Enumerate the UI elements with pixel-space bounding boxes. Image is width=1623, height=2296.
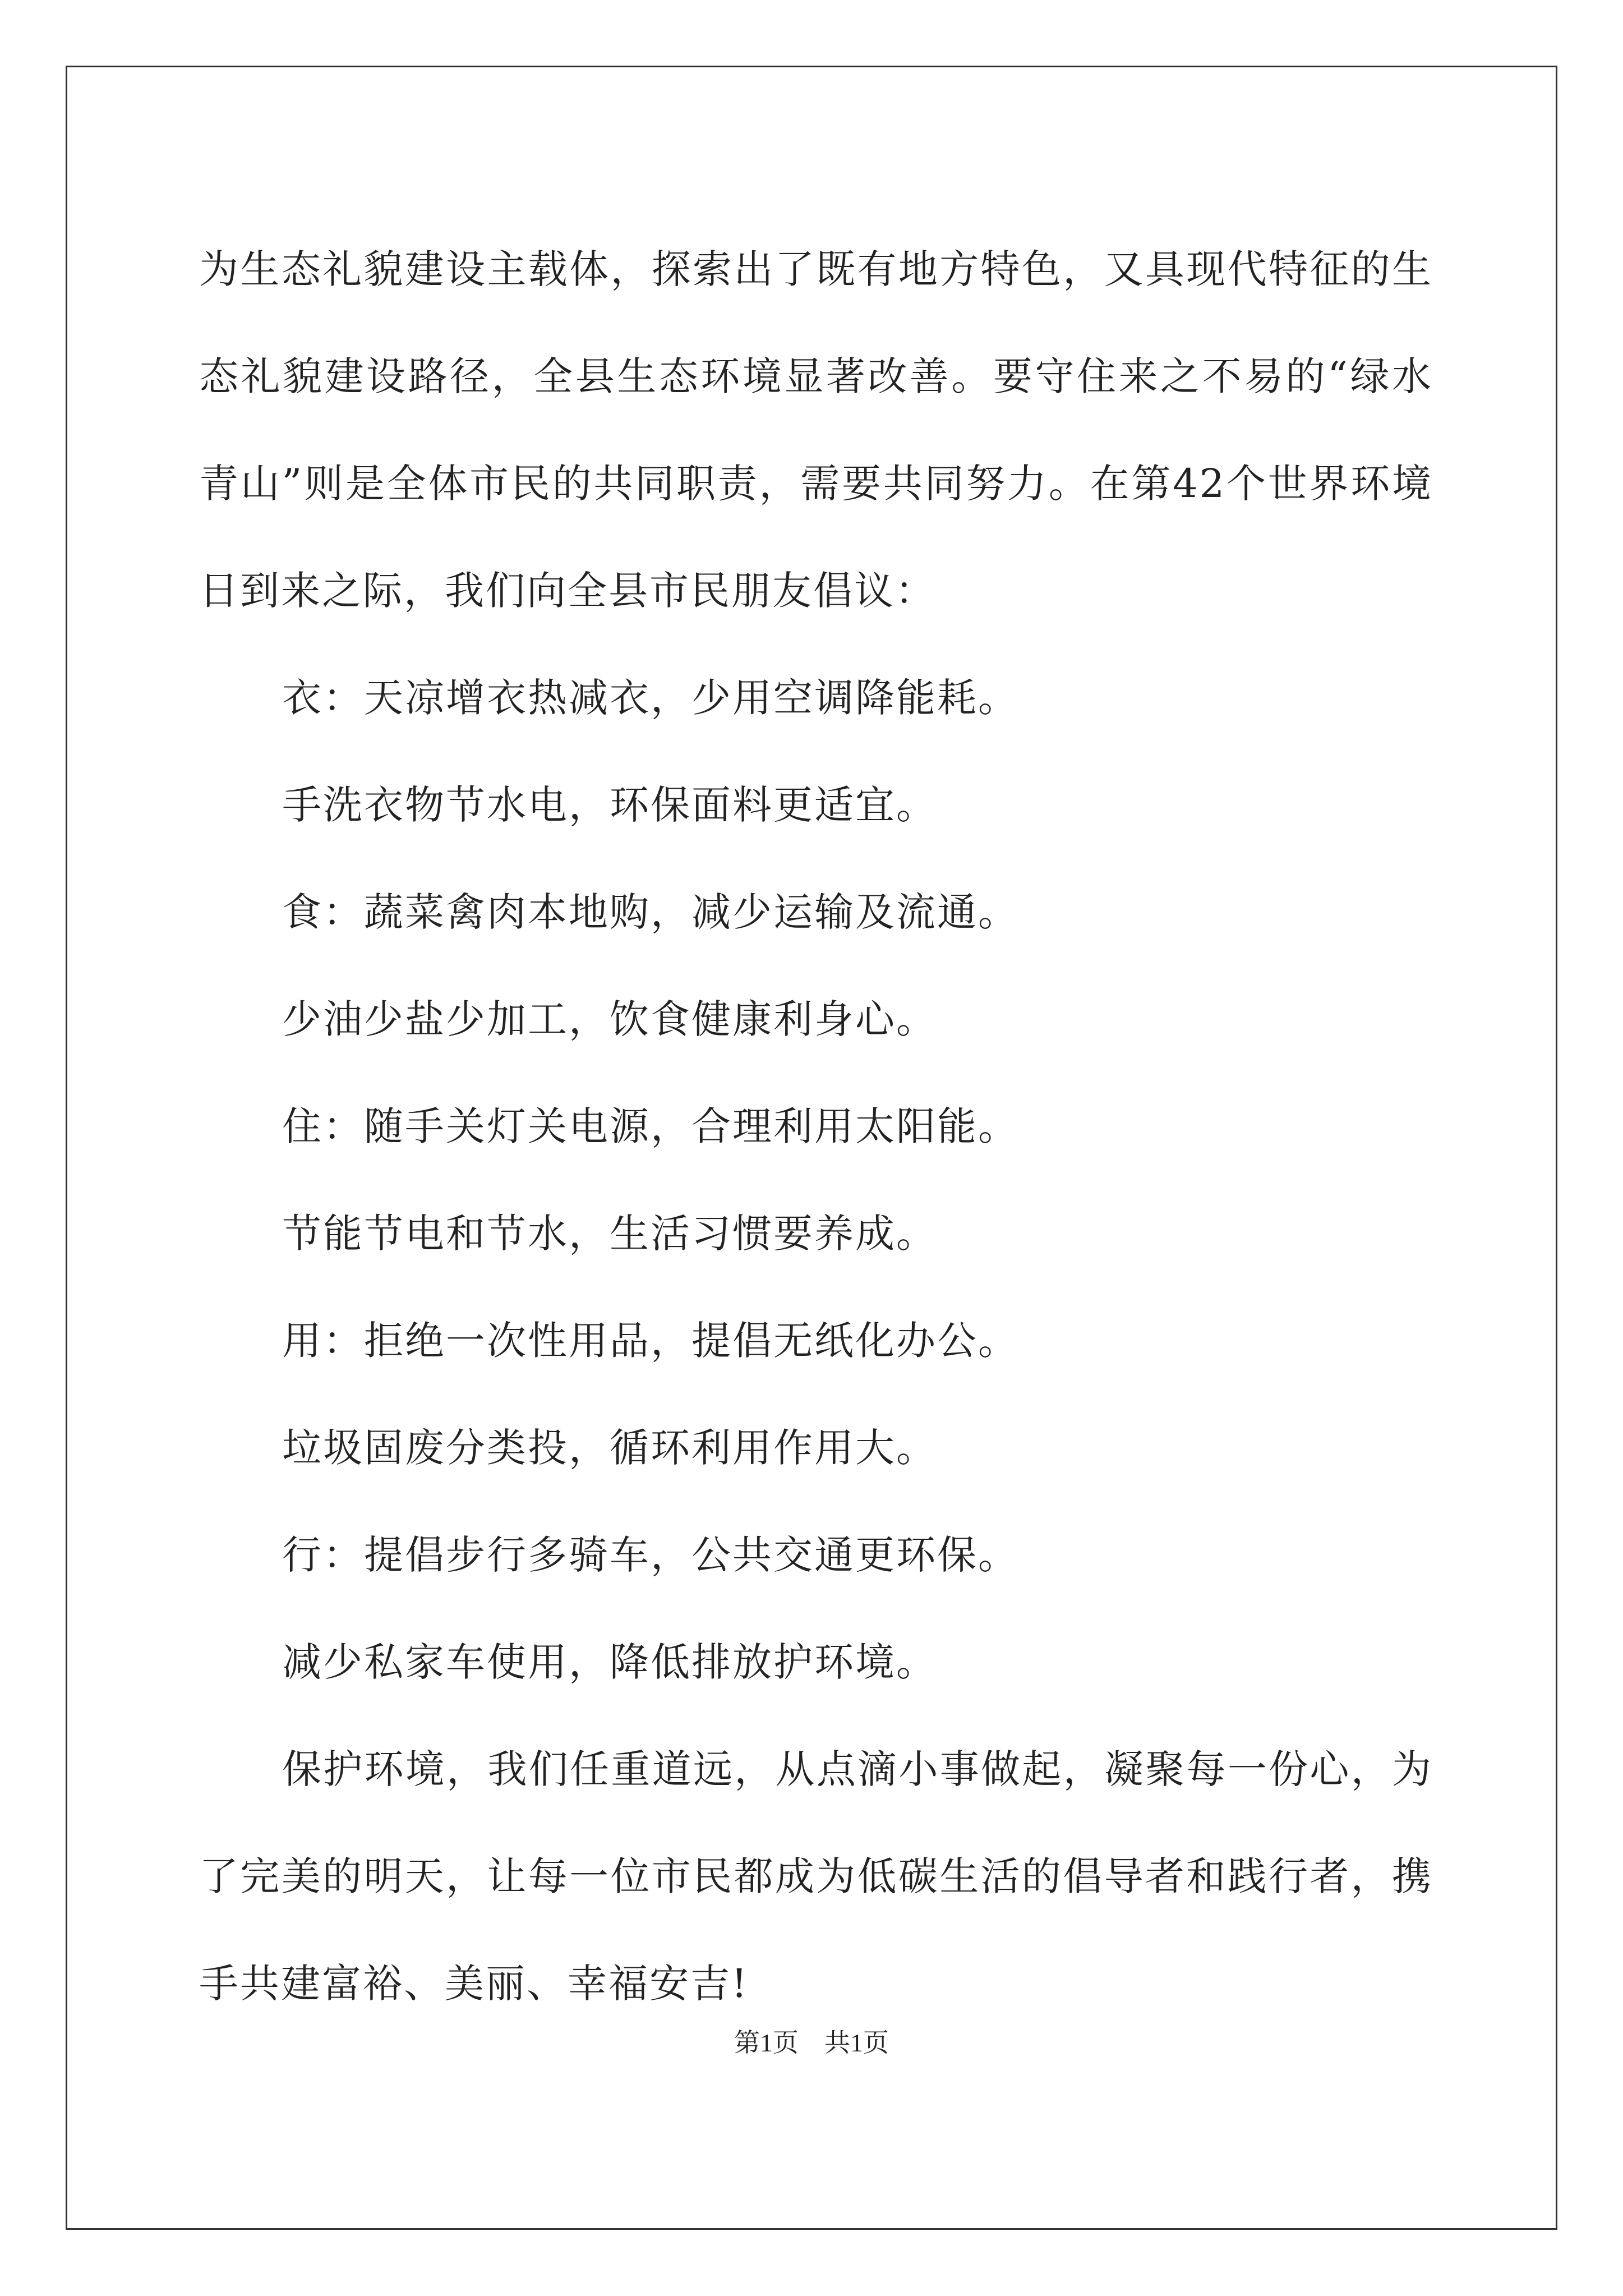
page-number-footer: 第1页 共1页	[734, 2028, 889, 2057]
paragraph-use-1: 用：拒绝一次性用品，提倡无纸化办公。	[282, 1318, 1019, 1364]
paragraph-clothing-2: 手洗衣物节水电，环保面料更适宜。	[282, 782, 937, 828]
paragraph-intro: 为生态礼貌建设主载体，探索出了既有地方特色，又具现代特征的生态礼貌建设路径，全县生态环境显著改善。要守住来之不易的“绿水青山”则是全体市民的共同职责，需要共同努力。在第42个世界环境日到来之际，我们向全县市民朋友倡议：	[199, 246, 1433, 614]
paragraph-travel-1: 行：提倡步行多骑车，公共交通更环保。	[282, 1532, 1019, 1578]
paragraph-clothing-1: 衣：天凉增衣热减衣，少用空调降能耗。	[282, 675, 1019, 721]
paragraph-food-1: 食：蔬菜禽肉本地购，减少运输及流通。	[282, 889, 1019, 935]
paragraph-food-2: 少油少盐少加工，饮食健康利身心。	[282, 996, 937, 1042]
paragraph-housing-2: 节能节电和节水，生活习惯要养成。	[282, 1211, 937, 1257]
paragraph-closing: 保护环境，我们任重道远，从点滴小事做起，凝聚每一份心，为了完美的明天，让每一位市民都成为低碳生活的倡导者和践行者，携手共建富裕、美丽、幸福安吉!	[199, 1746, 1433, 2007]
paragraph-travel-2: 减少私家车使用，降低排放护环境。	[282, 1639, 937, 1685]
paragraph-housing-1: 住：随手关灯关电源，合理利用太阳能。	[282, 1103, 1019, 1149]
document-body	[199, 216, 1433, 2037]
paragraph-use-2: 垃圾固废分类投，循环利用作用大。	[282, 1425, 937, 1471]
